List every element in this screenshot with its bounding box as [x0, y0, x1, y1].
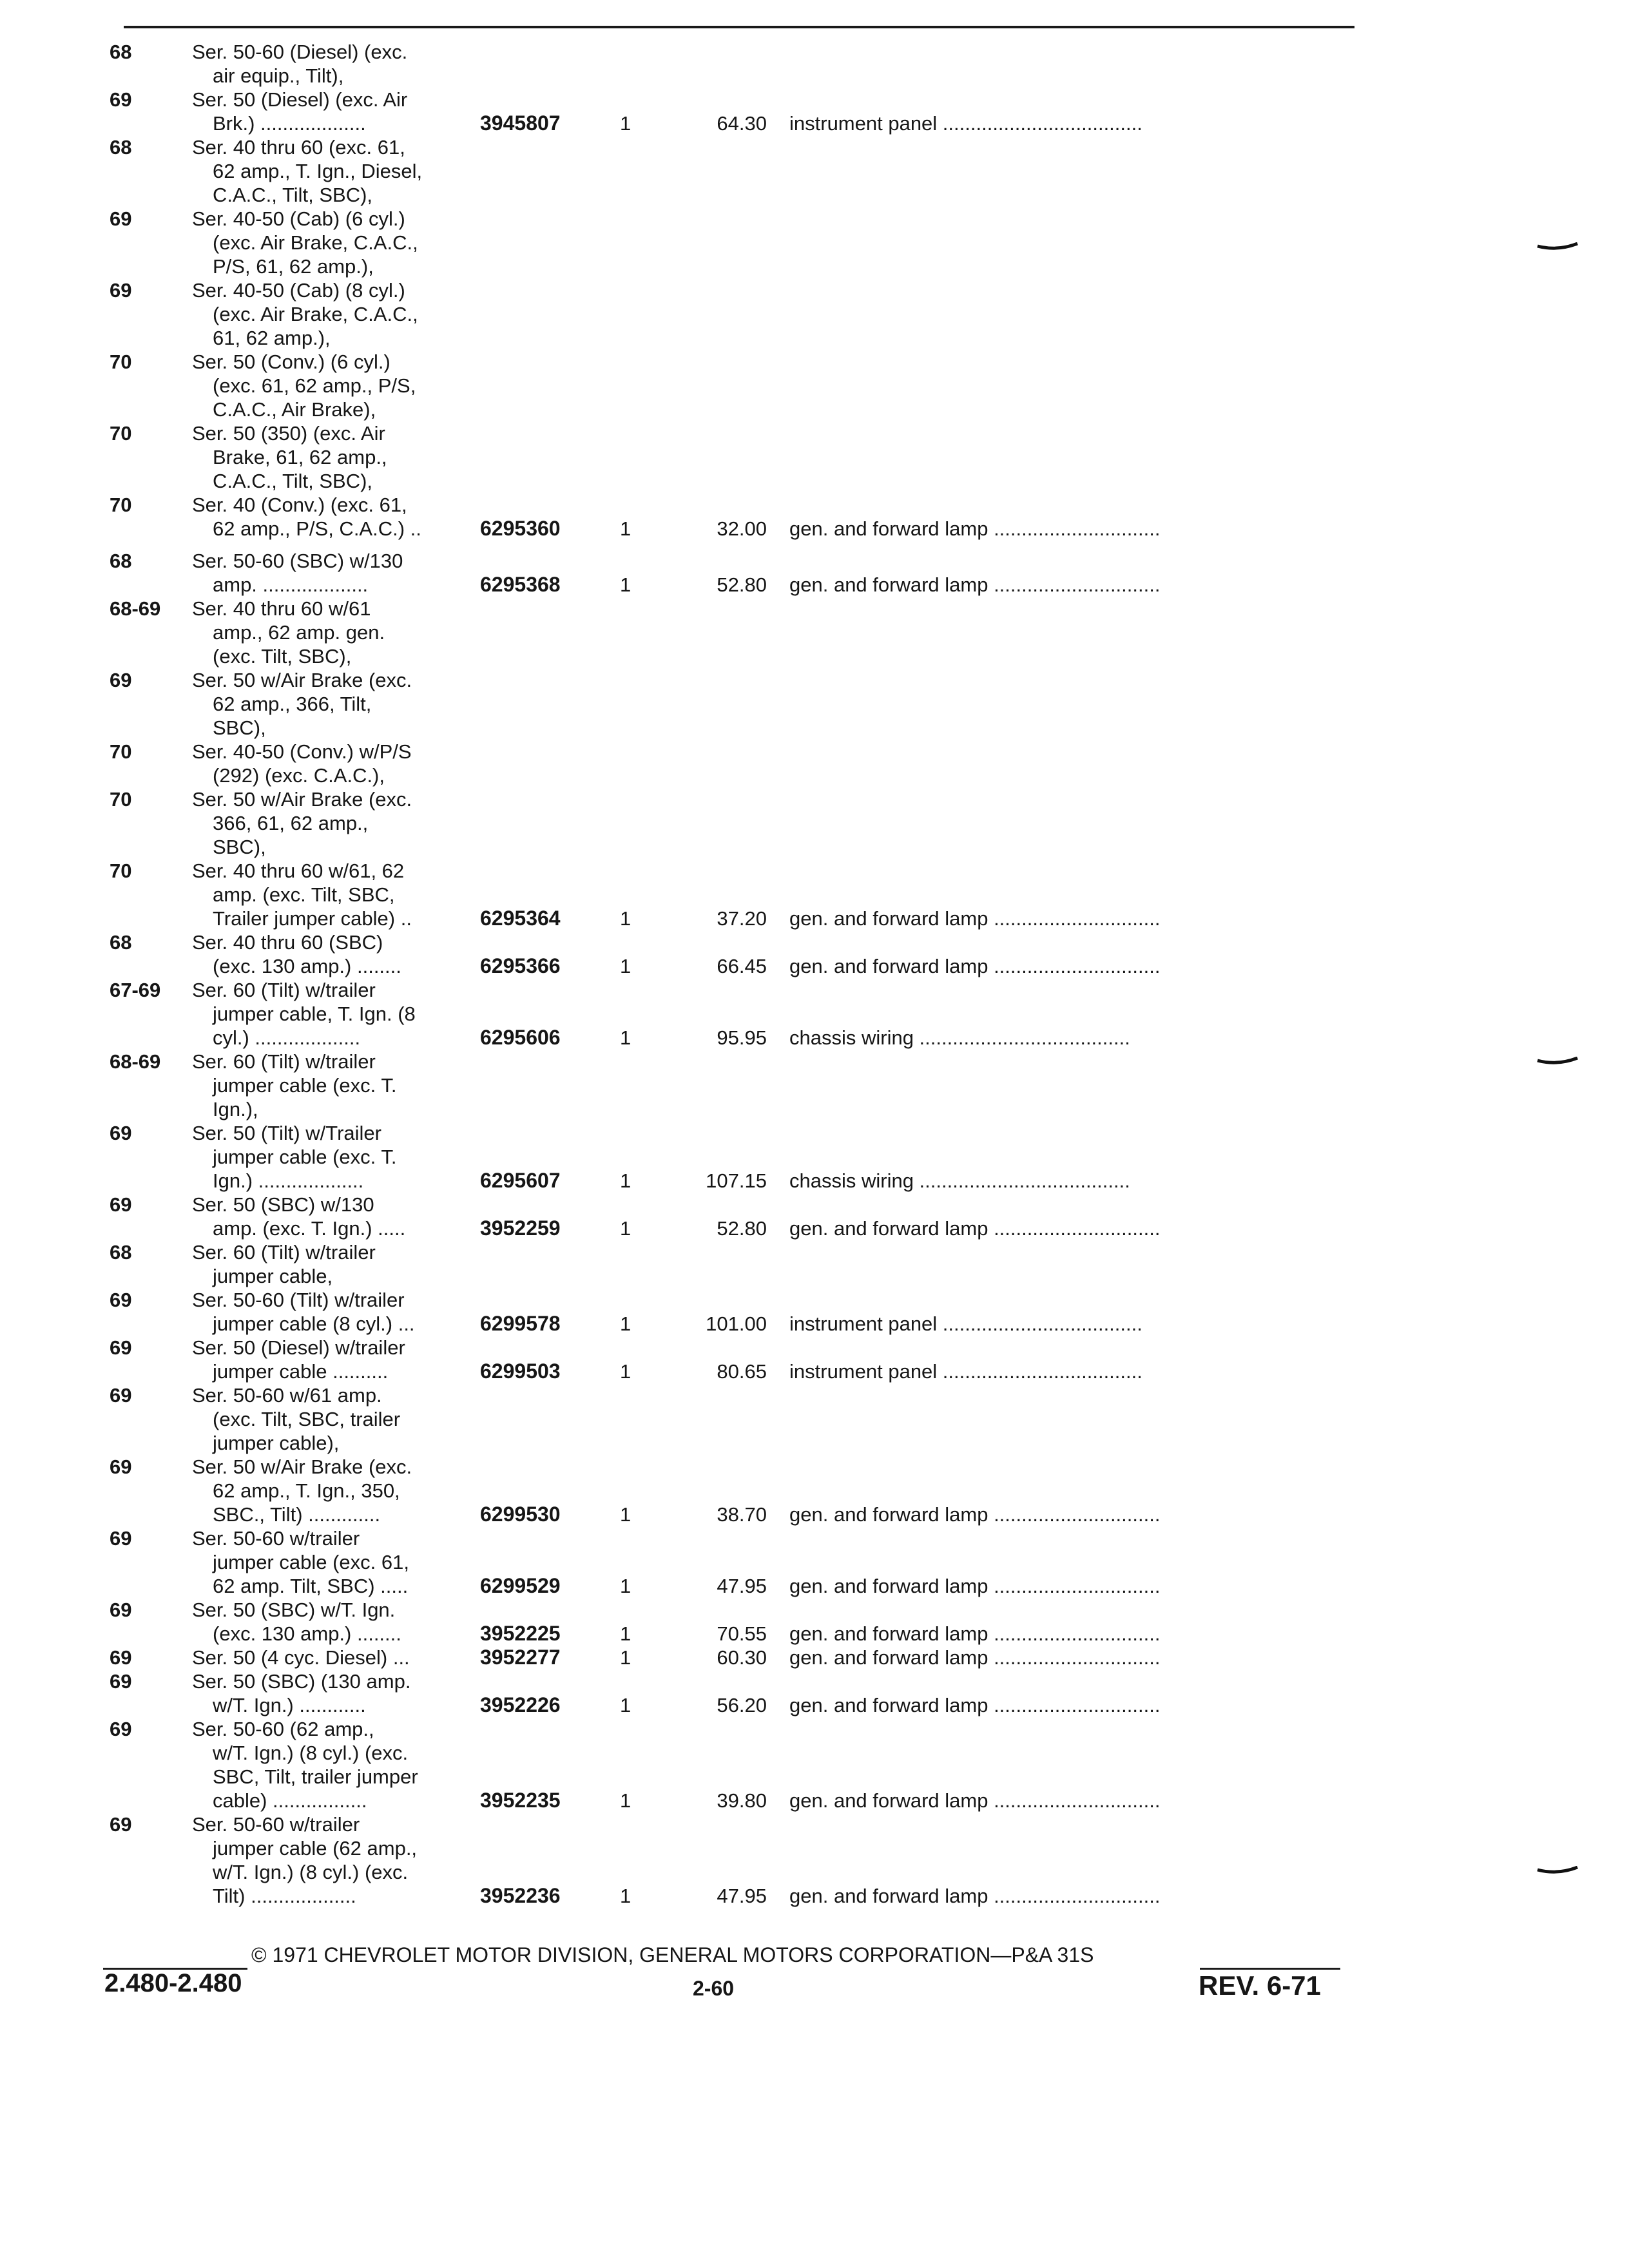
- quantity: 1: [620, 955, 631, 977]
- binder-hole-mark: [1536, 242, 1579, 253]
- price: 52.80: [717, 573, 767, 596]
- model-year: 69: [110, 669, 132, 691]
- quantity: 1: [620, 1312, 631, 1335]
- description-line: amp., 62 amp. gen.: [213, 621, 385, 644]
- application-description: [192, 135, 488, 541]
- price: 64.30: [717, 112, 767, 135]
- description-line: Ser. 50 w/Air Brake (exc.: [192, 1456, 412, 1478]
- part-number: 6299503: [480, 1360, 561, 1383]
- application-description: [192, 1336, 488, 1383]
- description-line: Ser. 50-60 w/trailer: [192, 1813, 360, 1836]
- description-line: Ser. 50 (Conv.) (6 cyl.): [192, 351, 390, 373]
- description-line: Tilt) ...................: [213, 1885, 356, 1907]
- description-line: (292) (exc. C.A.C.),: [213, 764, 385, 787]
- model-year: 70: [110, 740, 132, 763]
- description-line: jumper cable,: [213, 1265, 333, 1287]
- description-line: jumper cable (exc. T.: [213, 1146, 397, 1168]
- part-number: 6295368: [480, 573, 561, 596]
- description-line: C.A.C., Air Brake),: [213, 398, 376, 421]
- quantity: 1: [620, 1575, 631, 1597]
- model-year: 69: [110, 1193, 132, 1216]
- description-line: Ign.),: [213, 1098, 258, 1120]
- quantity: 1: [620, 1503, 631, 1526]
- description-line: air equip., Tilt),: [213, 64, 344, 87]
- model-year: 69: [110, 1122, 132, 1144]
- binder-hole-mark: [1536, 1057, 1579, 1067]
- description-line: Ser. 40 thru 60 w/61: [192, 597, 371, 620]
- model-year: 70: [110, 351, 132, 373]
- description-line: jumper cable (exc. T.: [213, 1074, 397, 1097]
- quantity: 1: [620, 112, 631, 135]
- model-year: 69: [110, 1718, 132, 1740]
- part-number: 6295364: [480, 907, 561, 930]
- group-name: gen. and forward lamp ..............................: [789, 1646, 1161, 1669]
- quantity: 1: [620, 1169, 631, 1192]
- quantity: 1: [620, 1789, 631, 1812]
- description-line: amp. (exc. Tilt, SBC,: [213, 883, 395, 906]
- application-description: [192, 597, 488, 930]
- description-line: 62 amp. Tilt, SBC) .....: [213, 1575, 409, 1597]
- model-year: 69: [110, 207, 132, 230]
- application-description: [192, 1240, 488, 1336]
- description-line: (exc. Air Brake, C.A.C.,: [213, 231, 418, 254]
- quantity: 1: [620, 1217, 631, 1240]
- group-name: gen. and forward lamp ..............................: [789, 1575, 1161, 1597]
- group-name: chassis wiring ......................................: [789, 1026, 1130, 1049]
- group-name: instrument panel ....................................: [789, 1312, 1142, 1335]
- group-name: gen. and forward lamp ..............................: [789, 907, 1161, 930]
- description-line: Ser. 60 (Tilt) w/trailer: [192, 979, 376, 1001]
- description-line: SBC),: [213, 716, 266, 739]
- description-line: 62 amp., P/S, C.A.C.) ..: [213, 517, 421, 540]
- part-number: 3952225: [480, 1622, 561, 1645]
- description-line: (exc. 130 amp.) ........: [213, 955, 401, 977]
- group-name: chassis wiring ......................................: [789, 1169, 1130, 1192]
- price: 52.80: [717, 1217, 767, 1240]
- description-line: (exc. Air Brake, C.A.C.,: [213, 303, 418, 325]
- price: 95.95: [717, 1026, 767, 1049]
- application-description: [192, 1598, 488, 1646]
- group-name: gen. and forward lamp ..............................: [789, 955, 1161, 977]
- application-description: [192, 1717, 488, 1812]
- model-year: 69: [110, 1813, 132, 1836]
- description-line: jumper cable),: [213, 1432, 340, 1454]
- group-name: gen. and forward lamp ..............................: [789, 517, 1161, 540]
- description-line: amp. ...................: [213, 573, 369, 596]
- group-name: instrument panel ....................................: [789, 112, 1142, 135]
- model-year: 69: [110, 1384, 132, 1407]
- model-year: 68: [110, 41, 132, 63]
- description-line: Ser. 50 (350) (exc. Air: [192, 422, 385, 445]
- part-number: 6299578: [480, 1312, 561, 1335]
- model-year: 68-69: [110, 597, 161, 620]
- quantity: 1: [620, 1646, 631, 1669]
- description-line: w/T. Ign.) (8 cyl.) (exc.: [213, 1861, 409, 1883]
- description-line: jumper cable (exc. 61,: [213, 1551, 409, 1573]
- description-line: Brake, 61, 62 amp.,: [213, 446, 387, 468]
- quantity: 1: [620, 1360, 631, 1383]
- part-number: 6295360: [480, 517, 561, 540]
- application-description: [192, 1669, 488, 1717]
- description-line: (exc. Tilt, SBC, trailer: [213, 1408, 401, 1430]
- application-description: [192, 930, 488, 978]
- binder-hole-mark: [1536, 1866, 1579, 1876]
- model-year: 70: [110, 788, 132, 811]
- application-description: [192, 1646, 488, 1669]
- description-line: Ser. 40 thru 60 w/61, 62: [192, 860, 405, 882]
- group-name: instrument panel ....................................: [789, 1360, 1142, 1383]
- model-year: 69: [110, 1646, 132, 1669]
- part-number: 6299529: [480, 1574, 561, 1597]
- description-line: Ser. 50-60 (Diesel) (exc.: [192, 41, 408, 63]
- part-number: 3952235: [480, 1789, 561, 1812]
- model-year: 70: [110, 494, 132, 516]
- price: 66.45: [717, 955, 767, 977]
- part-number: 3952277: [480, 1646, 561, 1669]
- revision-label: REV. 6-71: [1199, 1970, 1321, 2001]
- price: 60.30: [717, 1646, 767, 1669]
- price: 47.95: [717, 1885, 767, 1907]
- application-description: [192, 1526, 488, 1598]
- description-line: Ser. 40 thru 60 (SBC): [192, 931, 383, 954]
- group-name: gen. and forward lamp ..............................: [789, 1217, 1161, 1240]
- quantity: 1: [620, 907, 631, 930]
- description-line: amp. (exc. T. Ign.) .....: [213, 1217, 406, 1240]
- description-line: jumper cable (62 amp.,: [213, 1837, 418, 1860]
- description-line: SBC),: [213, 836, 266, 858]
- group-name: gen. and forward lamp ..............................: [789, 1622, 1161, 1645]
- part-number: 6295606: [480, 1026, 561, 1049]
- description-line: Trailer jumper cable) ..: [213, 907, 412, 930]
- description-line: SBC, Tilt, trailer jumper: [213, 1765, 418, 1788]
- description-line: 366, 61, 62 amp.,: [213, 812, 369, 834]
- description-line: Ser. 40-50 (Cab) (8 cyl.): [192, 279, 405, 302]
- price: 107.15: [706, 1169, 767, 1192]
- model-year: 69: [110, 1670, 132, 1693]
- price: 38.70: [717, 1503, 767, 1526]
- description-line: 61, 62 amp.),: [213, 327, 331, 349]
- description-line: Ser. 60 (Tilt) w/trailer: [192, 1241, 376, 1264]
- description-line: 62 amp., T. Ign., Diesel,: [213, 160, 423, 182]
- description-line: Ser. 50 (SBC) w/T. Ign.: [192, 1599, 396, 1621]
- model-year: 69: [110, 1527, 132, 1550]
- copyright-line: © 1971 CHEVROLET MOTOR DIVISION, GENERAL MOTORS CORPORATION—P&A 31S: [251, 1943, 1094, 1966]
- price: 56.20: [717, 1694, 767, 1716]
- group-name: gen. and forward lamp ..............................: [789, 573, 1161, 596]
- group-name: gen. and forward lamp ..............................: [789, 1694, 1161, 1716]
- quantity: 1: [620, 1885, 631, 1907]
- description-line: SBC., Tilt) .............: [213, 1503, 381, 1526]
- part-number: 6295607: [480, 1169, 561, 1192]
- quantity: 1: [620, 1622, 631, 1645]
- description-line: Ser. 40-50 (Conv.) w/P/S: [192, 740, 412, 763]
- description-line: Ser. 40 thru 60 (exc. 61,: [192, 136, 405, 159]
- footer-rule-right: [1200, 1968, 1340, 1970]
- quantity: 1: [620, 1026, 631, 1049]
- description-line: w/T. Ign.) (8 cyl.) (exc.: [213, 1742, 409, 1764]
- description-line: Ser. 50 (4 cyc. Diesel) ...: [192, 1646, 410, 1669]
- part-number: 3952259: [480, 1216, 561, 1240]
- model-year: 68: [110, 1241, 132, 1264]
- description-line: Ser. 40-50 (Cab) (6 cyl.): [192, 207, 405, 230]
- part-number: 3952226: [480, 1693, 561, 1716]
- model-year: 69: [110, 1289, 132, 1311]
- price: 32.00: [717, 517, 767, 540]
- description-line: Ser. 50 w/Air Brake (exc.: [192, 669, 412, 691]
- model-year: 69: [110, 279, 132, 302]
- application-description: [192, 1812, 488, 1908]
- price: 80.65: [717, 1360, 767, 1383]
- description-line: Ser. 50-60 (62 amp.,: [192, 1718, 374, 1740]
- description-line: Ser. 50 (Diesel) w/trailer: [192, 1336, 405, 1359]
- application-description: [192, 40, 488, 135]
- description-line: Ser. 50 (Tilt) w/Trailer: [192, 1122, 381, 1144]
- model-year: 69: [110, 1456, 132, 1478]
- page-number: 2-60: [693, 1977, 735, 2000]
- model-year: 69: [110, 88, 132, 111]
- group-name: gen. and forward lamp ..............................: [789, 1503, 1161, 1526]
- description-line: (exc. Tilt, SBC),: [213, 645, 352, 668]
- section-range: 2.480-2.480: [104, 1969, 242, 1997]
- description-line: 62 amp., T. Ign., 350,: [213, 1479, 400, 1502]
- description-line: Brk.) ...................: [213, 112, 366, 135]
- description-line: P/S, 61, 62 amp.),: [213, 255, 374, 278]
- group-name: gen. and forward lamp ..............................: [789, 1789, 1161, 1812]
- application-description: [192, 978, 488, 1050]
- part-number: 6295366: [480, 954, 561, 977]
- description-line: (exc. 61, 62 amp., P/S,: [213, 374, 416, 397]
- model-year: 70: [110, 860, 132, 882]
- price: 70.55: [717, 1622, 767, 1645]
- description-line: Ser. 50-60 w/trailer: [192, 1527, 360, 1550]
- description-line: Ser. 40 (Conv.) (exc. 61,: [192, 494, 407, 516]
- model-year: 69: [110, 1336, 132, 1359]
- application-description: [192, 549, 488, 597]
- part-number: 3952236: [480, 1884, 561, 1907]
- description-line: Ser. 50-60 (Tilt) w/trailer: [192, 1289, 405, 1311]
- description-line: Ser. 50 w/Air Brake (exc.: [192, 788, 412, 811]
- description-line: Ser. 60 (Tilt) w/trailer: [192, 1050, 376, 1073]
- price: 37.20: [717, 907, 767, 930]
- description-line: jumper cable ..........: [213, 1360, 389, 1383]
- description-line: Ser. 50-60 (SBC) w/130: [192, 550, 403, 572]
- description-line: jumper cable, T. Ign. (8: [213, 1003, 416, 1025]
- description-line: Ign.) ...................: [213, 1169, 364, 1192]
- model-year: 69: [110, 1599, 132, 1621]
- description-line: (exc. 130 amp.) ........: [213, 1622, 401, 1645]
- quantity: 1: [620, 1694, 631, 1716]
- quantity: 1: [620, 573, 631, 596]
- application-description: [192, 1193, 488, 1240]
- top-rule: [124, 26, 1354, 28]
- price: 47.95: [717, 1575, 767, 1597]
- description-line: Ser. 50 (SBC) w/130: [192, 1193, 374, 1216]
- price: 101.00: [706, 1312, 767, 1335]
- application-description: [192, 1050, 488, 1193]
- description-line: C.A.C., Tilt, SBC),: [213, 470, 373, 492]
- application-description: [192, 1383, 488, 1526]
- description-line: C.A.C., Tilt, SBC),: [213, 184, 373, 206]
- model-year: 70: [110, 422, 132, 445]
- group-name: gen. and forward lamp ..............................: [789, 1885, 1161, 1907]
- description-line: w/T. Ign.) ............: [213, 1694, 366, 1716]
- model-year: 68: [110, 931, 132, 954]
- description-line: jumper cable (8 cyl.) ...: [213, 1312, 415, 1335]
- description-line: Ser. 50-60 w/61 amp.: [192, 1384, 382, 1407]
- description-line: cable) .................: [213, 1789, 367, 1812]
- model-year: 68: [110, 550, 132, 572]
- price: 39.80: [717, 1789, 767, 1812]
- quantity: 1: [620, 517, 631, 540]
- part-number: 6299530: [480, 1503, 561, 1526]
- description-line: cyl.) ...................: [213, 1026, 361, 1049]
- description-line: Ser. 50 (Diesel) (exc. Air: [192, 88, 408, 111]
- model-year: 68: [110, 136, 132, 159]
- description-line: Ser. 50 (SBC) (130 amp.: [192, 1670, 411, 1693]
- model-year: 68-69: [110, 1050, 161, 1073]
- model-year: 67-69: [110, 979, 161, 1001]
- part-number: 3945807: [480, 111, 561, 135]
- description-line: 62 amp., 366, Tilt,: [213, 693, 372, 715]
